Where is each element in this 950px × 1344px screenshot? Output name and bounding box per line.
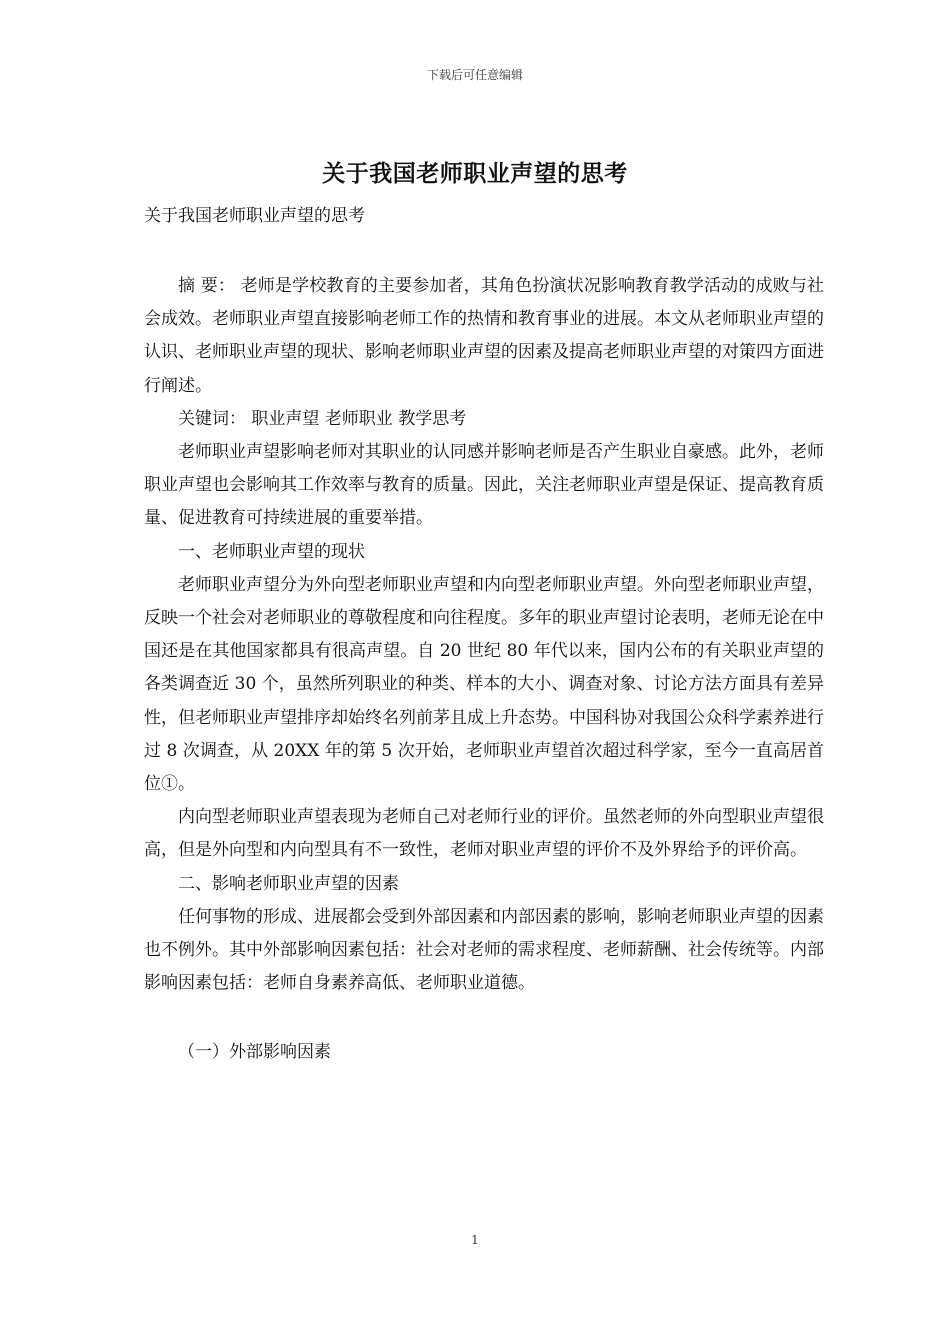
page-title: 关于我国老师职业声望的思考 bbox=[322, 160, 628, 187]
section-1-paragraph-2: 内向型老师职业声望表现为老师自己对老师行业的评价。虽然老师的外向型职业声望很高，但是外向型和内向型具有不一致性，老师对职业声望的评价不及外界给予的评价高。 bbox=[144, 807, 824, 861]
section-1-paragraph-1: 老师职业声望分为外向型老师职业声望和内向型老师职业声望。外向型老师职业声望，反映一个社会对老师职业的尊敬程度和向往程度。多年的职业声望讨论表明，老师无论在中国还是在其他国家都具有很高声望。自 20 世纪 80 年代以来，国内公布的有关职业声望的各类调查近 30 个，虽然所列职业的种类、样本的大小、调查对象、讨论方法方面具有差异性，但老师职业声望排序却始终名列前茅且成上升态势。中国科协对我国公众科学素养进行过 8 次调查，从 20XX 年的第 5 次开始，老师职业声望首次超过科学家，至今一直高居首位①。 bbox=[144, 574, 824, 795]
page-number: 1 bbox=[471, 1233, 479, 1247]
document-body bbox=[144, 270, 824, 1070]
intro-paragraph: 老师职业声望影响老师对其职业的认同感并影响老师是否产生职业自豪感。此外，老师职业声望也会影响其工作效率与教育的质量。因此，关注老师职业声望是保证、提高教育质量、促进教育可持续进展的重要举措。 bbox=[144, 442, 824, 529]
section-2-paragraph-1: 任何事物的形成、进展都会受到外部因素和内部因素的影响，影响老师职业声望的因素也不例外。其中外部影响因素包括：社会对老师的需求程度、老师薪酬、社会传统等。内部影响因素包括：老师自身素养高低、老师职业道德。 bbox=[144, 906, 824, 994]
section-heading-2: 二、影响老师职业声望的因素 bbox=[178, 873, 399, 894]
keywords-paragraph: 关键词： 职业声望 老师职业 教学思考 bbox=[178, 408, 467, 429]
header-note: 下载后可任意编辑 bbox=[426, 68, 523, 82]
abstract-paragraph: 摘 要： 老师是学校教育的主要参加者，其角色扮演状况影响教育教学活动的成败与社会成效。老师职业声望直接影响老师工作的热情和教育事业的进展。本文从老师职业声望的认识、老师职业声望的现状、影响老师职业声望的因素及提高老师职业声望的对策四方面进行阐述。 bbox=[144, 276, 824, 396]
section-heading-1: 一、老师职业声望的现状 bbox=[178, 541, 365, 562]
subtitle: 关于我国老师职业声望的思考 bbox=[144, 206, 365, 226]
subsection-heading-1: （一）外部影响因素 bbox=[178, 1042, 331, 1063]
